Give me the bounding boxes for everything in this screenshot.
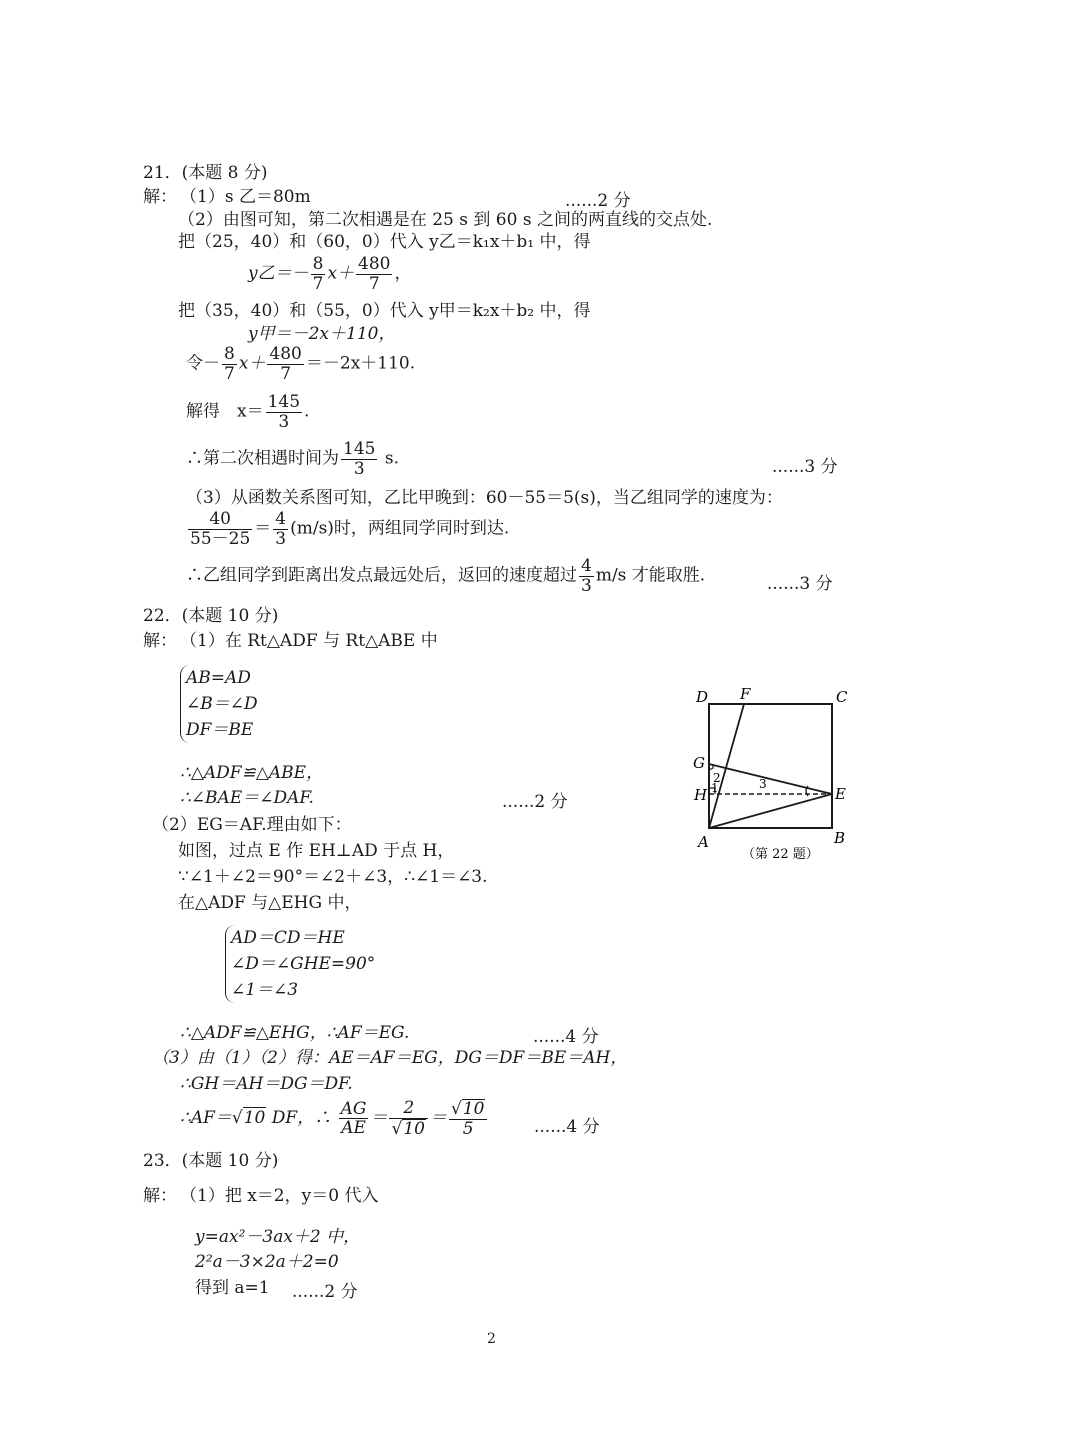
q22-ratio-frac2-sqrt-sign bbox=[391, 1119, 402, 1139]
label-c: C bbox=[836, 688, 848, 706]
q22-ratio-frac3-num-sqrt: 10 bbox=[462, 1099, 485, 1119]
q21-solve-b: . bbox=[304, 401, 310, 422]
figure-caption: （第 22 题） bbox=[742, 847, 819, 862]
q21-eq1-end: ， bbox=[394, 263, 412, 284]
q21-let-frac2 bbox=[267, 345, 303, 383]
q23-equation: y=ax²－3ax＋2 中， bbox=[195, 1227, 361, 1247]
square-abcd bbox=[709, 704, 832, 828]
label-d: D bbox=[696, 688, 709, 706]
q22-angle-equal: ∴∠BAE＝∠DAF. bbox=[180, 788, 314, 808]
q22-part2-line1: 如图，过点 E 作 EH⊥AD 于点 H， bbox=[178, 841, 455, 861]
q21-part1: （1）s 乙＝80m bbox=[180, 187, 311, 207]
q21-let-frac1 bbox=[222, 345, 237, 383]
q22-part2-line2: ∵∠1＋∠2＝90°＝∠2＋∠3，∴∠1＝∠3. bbox=[178, 867, 488, 887]
q22-ratio-a: ∴AF＝ bbox=[180, 1108, 232, 1129]
q23-solution-label: 解： bbox=[143, 1186, 177, 1206]
q22-ratio-frac3-sqrt-sign bbox=[451, 1099, 462, 1119]
q21-part2: （2）由图可知，第二次相遇是在 25 s 到 60 s 之间的两直线的交点处. bbox=[178, 210, 713, 230]
q21-meet-frac-den: 3 bbox=[353, 458, 365, 479]
q22-system1-line3: DF＝BE bbox=[186, 720, 254, 740]
q21-let-frac1-den: 7 bbox=[224, 363, 235, 384]
label-a: A bbox=[698, 833, 709, 851]
q22-sqrt-10: 10 bbox=[243, 1108, 266, 1129]
q21-meet-time bbox=[186, 440, 399, 478]
q23-header: 23．(本题 10 分) bbox=[143, 1151, 279, 1171]
q22-figure bbox=[690, 680, 860, 865]
q22-system2-line2: ∠D＝∠GHE=90° bbox=[231, 954, 376, 974]
q22-sqrt-sign bbox=[232, 1108, 243, 1128]
q21-meet-score: ......3 分 bbox=[772, 457, 838, 477]
q22-ratio-frac3 bbox=[449, 1099, 487, 1138]
q21-solve-frac bbox=[266, 393, 302, 431]
q21-concl-frac-den: 3 bbox=[581, 575, 592, 596]
q22-part3: （3）由（1）（2）得：AE＝AF＝EG，DG＝DF＝BE＝AH， bbox=[152, 1048, 628, 1068]
q21-speed bbox=[186, 510, 509, 548]
q22-ratio-frac2-num: 2 bbox=[389, 1099, 427, 1119]
q21-sub1: 把（25，40）和（60，0）代入 y乙＝k₁x＋b₁ 中，得 bbox=[178, 232, 591, 252]
q21-eq1-mid: x＋ bbox=[327, 263, 355, 284]
q21-eq1-lhs: y乙＝－ bbox=[248, 263, 309, 284]
q21-let-frac2-den: 7 bbox=[280, 363, 292, 384]
q22-system2 bbox=[225, 925, 375, 1003]
q22-ratio-eq1: ＝ bbox=[370, 1108, 388, 1129]
q22-header: 22．(本题 10 分) bbox=[143, 606, 279, 626]
q22-part1: （1）在 Rt△ADF 与 Rt△ABE 中 bbox=[180, 631, 438, 651]
q21-speed-end: (m/s)时，两组同学同时到达. bbox=[290, 518, 510, 539]
q22-ratio-b: DF，∴ bbox=[271, 1108, 332, 1129]
q22-ratio-frac3-den: 5 bbox=[462, 1118, 474, 1139]
q23-substitution: 2²a－3×2a＋2=0 bbox=[195, 1252, 339, 1272]
segment-ae bbox=[709, 794, 832, 828]
q23-part1: （1）把 x＝2，y＝0 代入 bbox=[180, 1186, 379, 1206]
q21-let-frac2-num: 480 bbox=[269, 344, 302, 364]
q21-meet-frac-num: 145 bbox=[343, 439, 376, 459]
q21-part3: （3）从函数关系图可知，乙比甲晚到：60－55＝5(s)，当乙组同学的速度为： bbox=[186, 488, 783, 508]
q21-meet-frac bbox=[341, 440, 377, 478]
q21-solve-frac-den: 3 bbox=[278, 411, 290, 432]
q21-eq1-frac2 bbox=[356, 255, 392, 293]
q21-speed-frac2-den: 3 bbox=[275, 528, 287, 549]
q21-speed-frac2 bbox=[273, 510, 288, 548]
q21-let-b: x＋ bbox=[238, 353, 266, 374]
q22-ratio bbox=[180, 1099, 489, 1138]
label-angle-1: 1 bbox=[711, 781, 719, 795]
label-f: F bbox=[740, 685, 751, 703]
q22-angle-equal-score: ......2 分 bbox=[502, 792, 568, 812]
q21-speed-frac1-num: 40 bbox=[188, 510, 252, 530]
label-e: E bbox=[835, 785, 846, 803]
q22-system1 bbox=[180, 665, 258, 743]
q22-ratio-frac3-num bbox=[449, 1099, 487, 1120]
q21-let-frac1-num: 8 bbox=[224, 344, 235, 364]
q21-eq1-frac1-den: 7 bbox=[312, 273, 324, 294]
label-g: G bbox=[693, 754, 705, 772]
q21-let-c: ＝－2x＋110. bbox=[305, 353, 416, 374]
q22-system1-line1: AB=AD bbox=[186, 668, 251, 688]
label-h: H bbox=[694, 786, 708, 804]
q21-speed-frac1 bbox=[188, 510, 252, 548]
q22-ratio-frac1-num: AG bbox=[340, 1098, 367, 1119]
q21-solve-a: 解得 x＝ bbox=[186, 401, 264, 422]
q21-speed-frac2-num: 4 bbox=[275, 509, 287, 529]
q21-concl-frac bbox=[579, 557, 594, 595]
q21-solve bbox=[186, 393, 309, 431]
q21-part1-score: ......2 分 bbox=[565, 191, 631, 211]
segment-ge bbox=[709, 764, 832, 794]
q22-ratio-frac2 bbox=[389, 1099, 427, 1138]
q22-system2-line1: AD＝CD＝HE bbox=[231, 928, 345, 948]
q21-meet-a: ∴第二次相遇时间为 bbox=[186, 448, 339, 469]
q23-result-score: ......2 分 bbox=[292, 1282, 358, 1302]
q21-speed-eq: ＝ bbox=[254, 518, 272, 539]
q22-system2-line3: ∠1＝∠3 bbox=[231, 980, 299, 1000]
q21-speed-frac1-den: 55－25 bbox=[190, 528, 251, 549]
q21-let-equation bbox=[186, 345, 415, 383]
q22-congruent2: ∴△ADF≌△EHG，∴AF＝EG. bbox=[180, 1023, 410, 1043]
q22-ratio-frac2-den bbox=[389, 1119, 427, 1139]
q22-ratio-frac2-den-sqrt: 10 bbox=[403, 1118, 425, 1139]
q21-conclusion bbox=[186, 557, 705, 595]
q21-let-a: 令－ bbox=[186, 353, 220, 374]
q21-eq1 bbox=[248, 255, 411, 293]
q22-ratio-eq2: ＝ bbox=[429, 1108, 447, 1129]
q21-eq2: y甲＝－2x＋110， bbox=[248, 324, 396, 344]
q22-congruent1: ∴△ADF≌△ABE， bbox=[180, 763, 324, 783]
q22-ratio-frac1-den: AE bbox=[341, 1118, 366, 1139]
q21-conclusion-score: ......3 分 bbox=[767, 574, 833, 594]
q21-eq1-frac2-den: 7 bbox=[368, 273, 380, 294]
label-b: B bbox=[834, 829, 846, 847]
label-angle-2: 2 bbox=[713, 771, 721, 785]
q22-part3-line1: ∴GH＝AH＝DG＝DF. bbox=[180, 1074, 353, 1094]
q22-congruent2-score: ......4 分 bbox=[533, 1027, 599, 1047]
q21-concl-frac-num: 4 bbox=[581, 556, 592, 576]
q21-solve-frac-num: 145 bbox=[267, 392, 301, 412]
q21-concl-a: ∴乙组同学到距离出发点最远处后，返回的速度超过 bbox=[186, 565, 577, 586]
q21-meet-b: s. bbox=[379, 448, 399, 469]
q22-solution-label: 解： bbox=[143, 631, 177, 651]
q21-eq1-frac1-num: 8 bbox=[312, 254, 324, 274]
q21-solution-label: 解： bbox=[143, 187, 177, 207]
q21-sub2: 把（35，40）和（55，0）代入 y甲＝k₂x＋b₂ 中，得 bbox=[178, 301, 591, 321]
q22-ratio-score: ......4 分 bbox=[534, 1117, 600, 1137]
q21-concl-b: m/s 才能取胜. bbox=[595, 565, 706, 586]
q21-eq1-frac1 bbox=[311, 255, 326, 293]
page-number: 2 bbox=[487, 1331, 496, 1347]
q23-result: 得到 a=1 bbox=[195, 1278, 270, 1298]
q21-header: 21．(本题 8 分) bbox=[143, 163, 268, 183]
q21-eq1-frac2-num: 480 bbox=[358, 254, 391, 274]
q22-system1-line2: ∠B＝∠D bbox=[186, 694, 258, 714]
q22-ratio-frac1 bbox=[339, 1100, 369, 1138]
q22-part2-line3: 在△ADF 与△EHG 中， bbox=[178, 893, 362, 913]
label-angle-3: 3 bbox=[759, 777, 767, 791]
q22-part2: （2）EG＝AF.理由如下： bbox=[152, 815, 352, 835]
